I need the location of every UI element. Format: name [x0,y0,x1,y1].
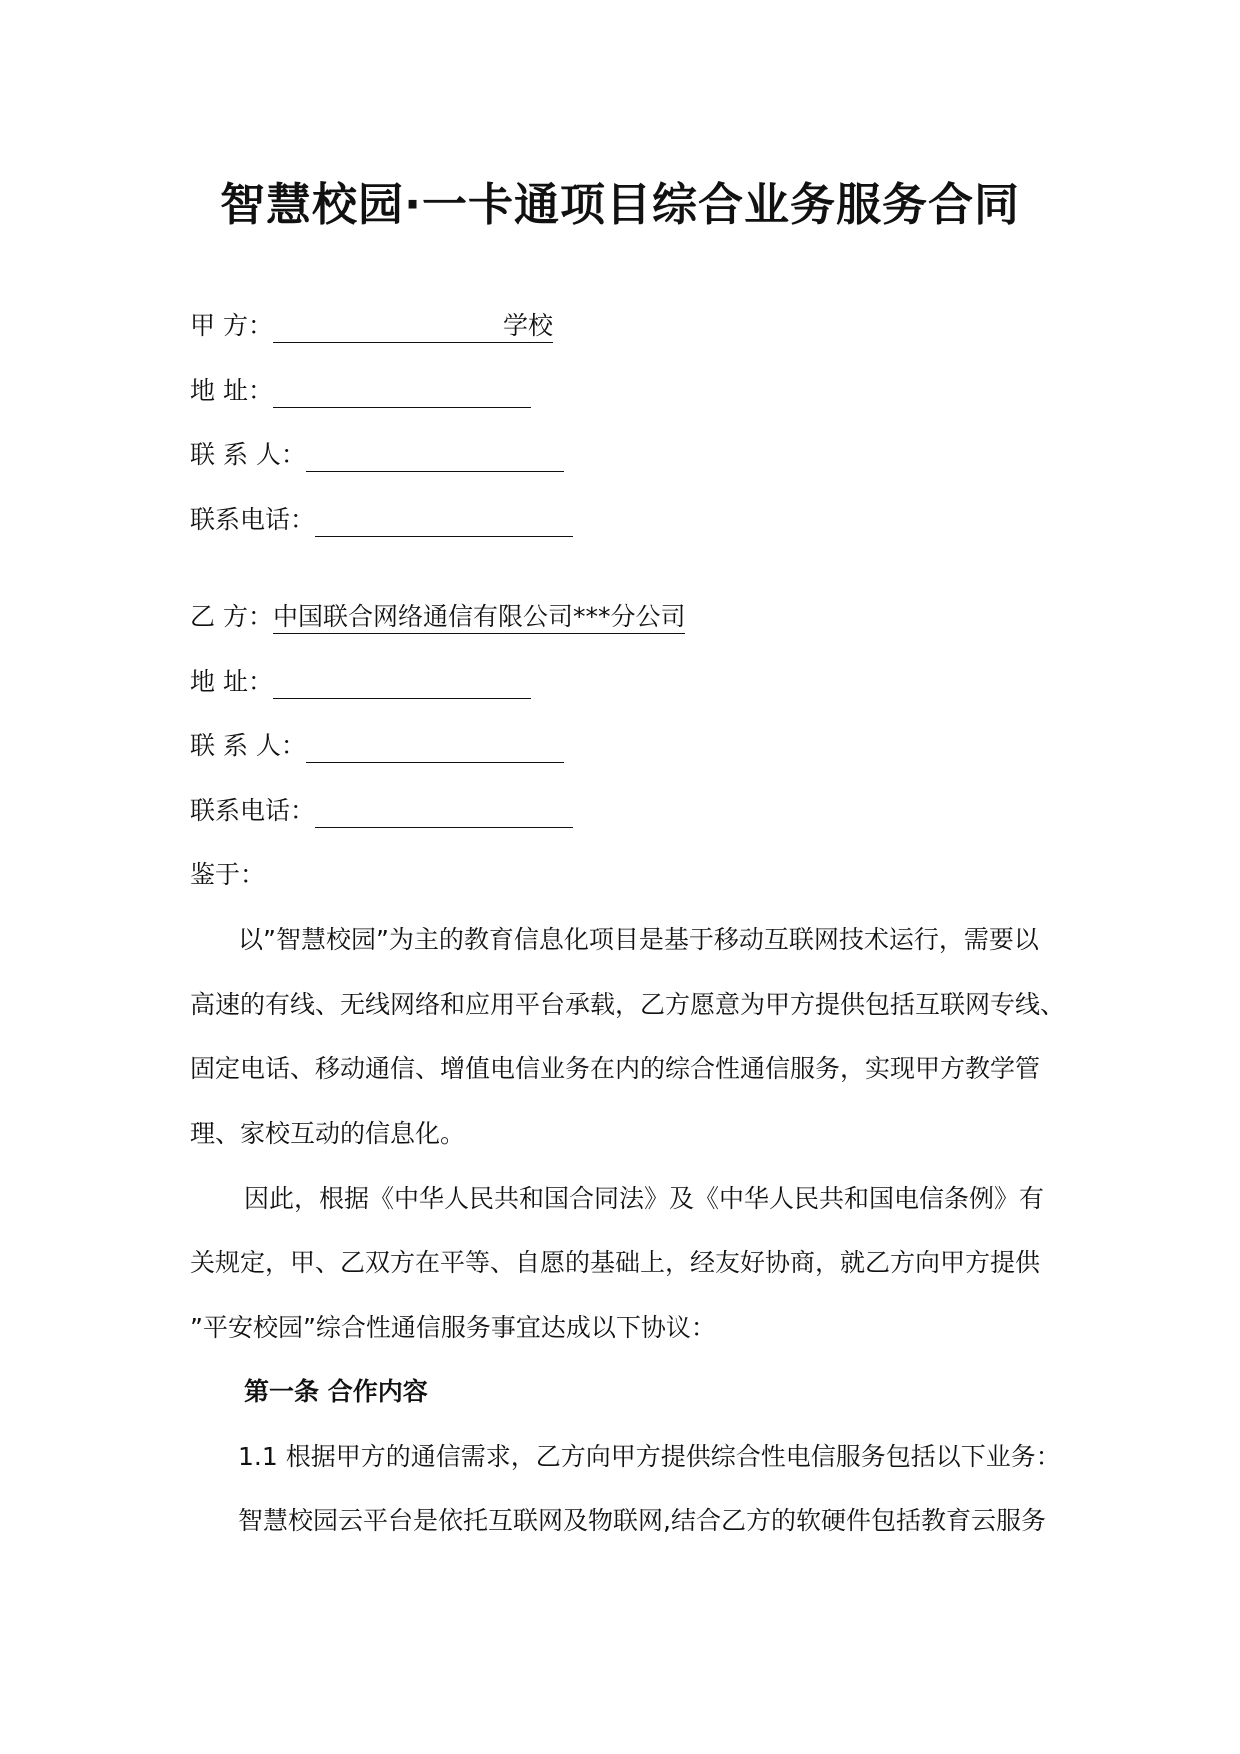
party-a-label: 甲 方： [190,311,273,340]
party-b-contact-blank [306,732,564,763]
party-b-phone-blank [315,797,573,828]
party-a-phone-blank [315,506,573,537]
party-a-contact-line [190,438,564,472]
document-title: 智慧校园·一卡通项目综合业务服务合同 [219,178,1021,231]
party-a-contact-blank [306,441,564,472]
clause-1-1-body: 智慧校园云平台是依托互联网及物联网,结合乙方的软硬件包括教育云服务 [238,1506,1046,1535]
paragraph-line: ”平安校园”综合性通信服务事宜达成以下协议： [190,1313,716,1342]
party-b-value: 中国联合网络通信有限公司***分公司 [273,601,686,634]
paragraph-line: 固定电话、移动通信、增值电信业务在内的综合性通信服务，实现甲方教学管 [190,1054,1041,1083]
party-b-contact-label: 联 系 人： [190,731,306,760]
party-b-label: 乙 方： [190,602,273,631]
party-b-address-blank [273,668,531,699]
party-a-address-line [190,374,531,408]
party-a-address-blank [273,377,531,408]
article-1-heading: 第一条 合作内容 [244,1377,428,1406]
party-b-address-line [190,665,531,699]
clause-1-1: 1.1 根据甲方的通信需求，乙方向甲方提供综合性电信服务包括以下业务： [238,1442,1061,1471]
paragraph-line: 高速的有线、无线网络和应用平台承载，乙方愿意为甲方提供包括互联网专线、 [190,990,1066,1019]
party-a-address-label: 地 址： [190,376,273,405]
paragraph-line: 以”智慧校园”为主的教育信息化项目是基于移动互联网技术运行，需要以 [238,925,1039,954]
whereas-label: 鉴于： [190,860,266,889]
party-a-phone-label: 联系电话： [190,505,316,534]
paragraph-line: 因此，根据《中华人民共和国合同法》及《中华人民共和国电信条例》有 [244,1184,1045,1213]
party-a-line [190,309,553,343]
party-b-line [190,600,685,634]
party-a-contact-label: 联 系 人： [190,440,306,469]
party-b-phone-label: 联系电话： [190,796,316,825]
paragraph-line: 理、家校互动的信息化。 [190,1119,466,1148]
party-a-value: 学校 [273,310,553,343]
party-b-contact-line [190,729,564,763]
party-b-address-label: 地 址： [190,667,273,696]
party-a-phone-line [190,503,573,537]
paragraph-line: 关规定，甲、乙双方在平等、自愿的基础上，经友好协商，就乙方向甲方提供 [190,1248,1041,1277]
party-b-phone-line [190,794,573,828]
